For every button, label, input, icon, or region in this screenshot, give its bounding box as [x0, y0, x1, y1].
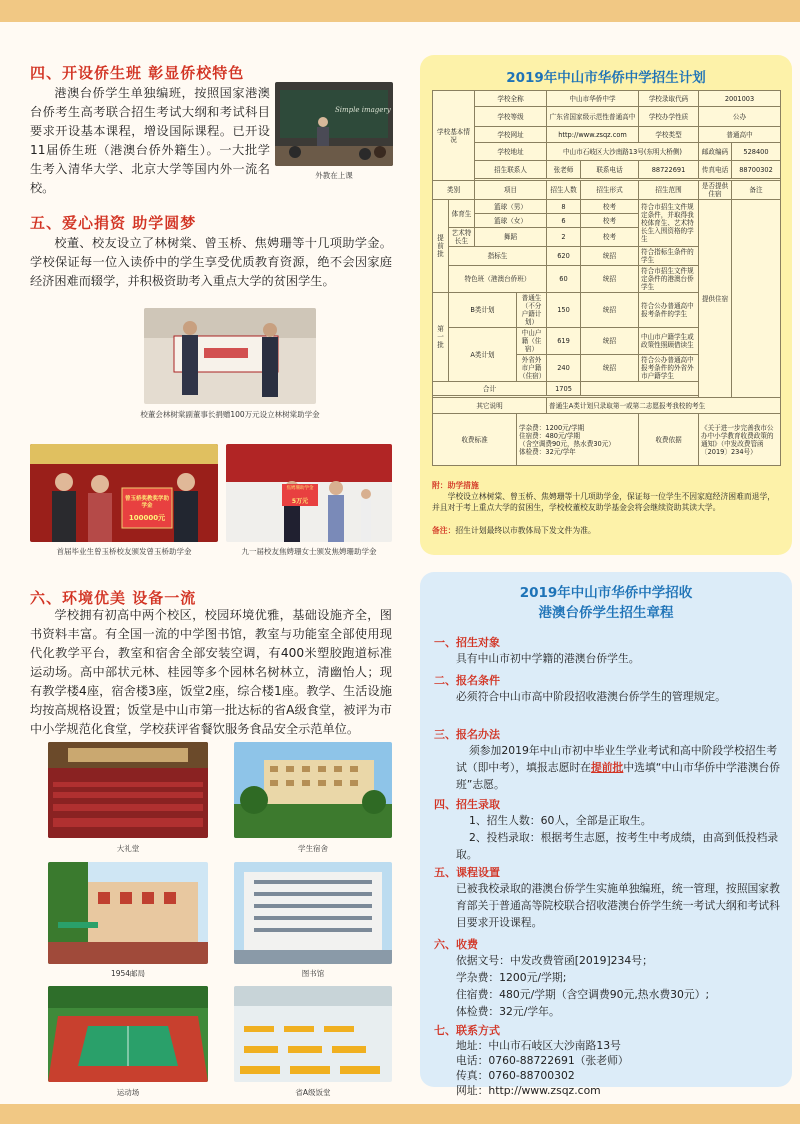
cell-value: 指标生	[449, 247, 547, 266]
remark-cell	[732, 200, 781, 398]
cell-value: 统招	[581, 293, 639, 328]
cell-value: 普通生（不分户籍计划）	[517, 293, 547, 328]
banner-jiao: 焦娉珊助学金	[286, 486, 314, 491]
cell-value: 6	[547, 214, 581, 228]
cell-value: 广东省国家级示范性普通高中	[547, 107, 639, 127]
basic-info-label: 学校基本情况	[433, 91, 475, 181]
cell-value: 校考	[581, 228, 639, 247]
cell-label: 学校全称	[475, 91, 547, 107]
cell-value: 篮球（女）	[475, 214, 547, 228]
rule-2-text	[456, 688, 782, 705]
cell-value: 符合公办普通高中报考条件的学生	[639, 293, 699, 328]
caption-post-office: 1954邮局	[110, 969, 146, 978]
fee-label: 收费标准	[433, 414, 517, 466]
header-cell: 招生形式	[581, 181, 639, 200]
total-value: 1705	[547, 382, 581, 396]
svg-text:Simple imagery: Simple imagery	[335, 106, 391, 114]
cell-value: 2001003	[699, 91, 781, 107]
fee-line: （含空调费90元，热水费30元）	[519, 439, 615, 448]
header-cell: 是否提供住宿	[699, 181, 732, 200]
cell-value: 篮球（男）	[475, 200, 547, 214]
cell-value: 校考	[581, 200, 639, 214]
cell-value: 150	[547, 293, 581, 328]
banner-zeng-amount: 100000元	[128, 514, 166, 522]
caption-donation-lin: 校董会林树棠副董事长捐赠100万元设立林树棠助学金	[140, 410, 320, 419]
cell-label: 传真电话	[699, 161, 732, 179]
photo-auditorium	[48, 742, 208, 838]
rule-6-line: 住宿费：480元/学期（含空调费90元,热水费30元）;	[456, 988, 710, 1001]
rule-6-line: 学杂费：1200元/学期;	[456, 971, 567, 984]
cell-label: 学校网址	[475, 127, 547, 143]
section-6-body	[30, 606, 392, 739]
header-cell: 项目	[475, 181, 547, 200]
fee-lines	[517, 414, 639, 466]
fee-line: 住宿费：480元/学期	[519, 431, 580, 440]
fee-basis-label: 收费依据	[639, 414, 699, 466]
bottom-bar	[0, 1104, 800, 1124]
photo-canteen	[234, 986, 392, 1082]
cell-value: 符合指标生条件的学生	[639, 247, 699, 266]
contact-website: 网址：http://www.zsqz.com	[456, 1084, 601, 1097]
fee-line: 学杂费：1200元/学期	[519, 423, 585, 432]
section-6-text: 学校拥有初高中两个校区，校园环境优雅，基础设施齐全，图书资料丰富。有全国一流的中学图书馆，教室与功能室全部使用现代化教学平台，教室和宿舍全部安装空调，有400米塑胶跑道标准运动场。高中部状元林、桂园等多个园林名树林立，清幽怡人；现有教学楼4座，宿舍楼3座，饭堂2座，综合楼1座。教学、生活设施均按高规格设置；饭堂是中山市第一批达标的省A级食堂，被评为市中小学规范化食堂，学校获评省餐饮服务食品安全示范单位。	[30, 608, 392, 736]
rule-2-para: 必须符合中山市高中阶段招收港澳台侨学生的管理规定。	[456, 690, 726, 703]
batch-first: 第一批	[433, 293, 449, 382]
remark-row	[432, 525, 780, 536]
cell-value: 外省外市户籍（住宿）	[517, 355, 547, 382]
rule-3-heading: 三、报名办法	[434, 728, 500, 741]
top-bar	[0, 0, 800, 22]
rule-7-heading: 七、联系方式	[434, 1024, 500, 1037]
photo-sports-ground	[48, 986, 208, 1082]
caption-library: 图书馆	[301, 969, 325, 978]
other-value: 普通生A类计划只录取第一或第二志愿报考我校的考生	[547, 398, 781, 414]
cell-value: 中山市石岐区大沙南路13号(东明大桥侧)	[547, 143, 699, 161]
note-text: 学校设立林树棠、曾玉桥、焦娉珊等十几项助学金，保证每一位学生不因家庭经济困难而退学，并且对于考上重点大学的贫困生，学校校董校友助学基金会将会继续资助其读大学。	[432, 492, 776, 512]
cell-value: 公办	[699, 107, 781, 127]
rule-4-para-b: 2、投档录取：根据考生志愿，按考生中考成绩，由高到低投档录取。	[456, 831, 779, 861]
cell-label: 学校类型	[639, 127, 699, 143]
cell-label: 学校地址	[475, 143, 547, 161]
rule-6-line: 体检费：32元/学年。	[456, 1005, 560, 1018]
photo-foreign-teacher	[275, 82, 393, 166]
cell-value: 中山户籍（住宿）	[517, 328, 547, 355]
cell-value: 中山市华侨中学	[547, 91, 639, 107]
fee-line: 体检费：32元/学年	[519, 447, 576, 456]
header-cell: 招生范围	[639, 181, 699, 200]
rule-5-heading: 五、课程设置	[434, 866, 500, 879]
photo-dormitory	[234, 742, 392, 838]
cell-value: 中山市户籍学生或政策性照顾借读生	[639, 328, 699, 355]
caption-canteen: 省A级饭堂	[295, 1088, 331, 1097]
caption-jiao: 九一届校友焦娉珊女士颁发焦娉珊助学金	[241, 547, 377, 556]
rule-3-text-b: 中选填“中山市华侨中学港澳台侨班”志愿。	[456, 761, 781, 791]
cell-value: 528400	[732, 143, 781, 161]
rule-2-heading: 二、报名条件	[434, 674, 500, 687]
section-6-title: 六、环境优美 设备一流	[30, 589, 197, 607]
rule-4-heading: 四、招生录取	[434, 798, 500, 811]
rule-3-highlight: 提前批	[590, 761, 624, 774]
cell-value: 统招	[581, 266, 639, 293]
cell-value: 统招	[581, 247, 639, 266]
rule-1-text	[456, 650, 782, 667]
cell-value: 619	[547, 328, 581, 355]
header-cell: 招生人数	[547, 181, 581, 200]
rule-6-text	[456, 952, 782, 1020]
cell-label: 邮政编码	[699, 143, 732, 161]
rule-1-heading: 一、招生对象	[434, 636, 500, 649]
section-5-body	[30, 234, 392, 291]
banner-jiao-amount: 5万元	[291, 498, 309, 505]
pe-label: 体育生	[449, 200, 475, 228]
rule-7-text	[456, 1038, 782, 1098]
art-label: 艺术特长生	[449, 228, 475, 247]
header-cell: 类别	[433, 181, 475, 200]
cell-label: 学校办学性质	[639, 107, 699, 127]
section-5-title: 五、爱心捐资 助学圆梦	[30, 214, 197, 232]
note-label: 附：助学措施	[432, 481, 479, 490]
b-plan-label: B类计划	[449, 293, 517, 328]
cell-value: 88700302	[732, 161, 781, 179]
caption-foreign-teacher: 外教在上课	[315, 171, 353, 180]
cell-value: 88722691	[639, 161, 699, 179]
total-label: 合计	[433, 382, 547, 396]
header-cell: 备注	[732, 181, 781, 200]
cell-value: 普通高中	[699, 127, 781, 143]
contact-fax: 传真：0760-88700302	[456, 1069, 575, 1082]
cell-value: 特色班（港澳台侨班）	[449, 266, 547, 293]
section-4-body	[30, 84, 270, 198]
cell-value: 舞蹈	[475, 228, 547, 247]
cell-label: 招生联系人	[475, 161, 547, 179]
rule-3-text	[456, 742, 782, 793]
batch-early: 提前批	[433, 200, 449, 293]
rule-4-para-a: 1、招生人数：60人，全部是正取生。	[468, 814, 652, 827]
cell-value: 8	[547, 200, 581, 214]
caption-zeng: 首届毕业生曾玉桥校友颁发曾玉桥助学金	[56, 547, 192, 556]
caption-auditorium: 大礼堂	[116, 844, 140, 853]
photo-donation-lin	[144, 308, 316, 404]
a-plan-label: A类计划	[449, 328, 517, 382]
rules-title-line2: 港澳台侨学生招生章程	[538, 605, 674, 621]
cell-label: 联系电话	[581, 161, 639, 179]
cell-label: 学校录取代码	[639, 91, 699, 107]
enrollment-plan-table	[432, 90, 781, 466]
rule-5-text	[456, 880, 782, 931]
photo-zeng-yuqiao	[30, 444, 218, 542]
section-4-title: 四、开设侨生班 彰显侨校特色	[30, 64, 245, 82]
enrollment-plan-title: 2019年中山市华侨中学招生计划	[506, 70, 706, 86]
other-label: 其它说明	[433, 398, 547, 414]
photo-jiao-pingshan	[226, 444, 392, 542]
contact-address: 地址：中山市石岐区大沙南路13号	[456, 1039, 621, 1052]
cell-value: 符合市招生文件规定条件的港澳台侨学生	[639, 266, 699, 293]
banner-zeng: 曾玉桥奖教奖学助学金	[124, 496, 169, 509]
boarding-cell: 提供住宿	[699, 200, 732, 398]
cell-value: 符合公办普通高中报考条件的外省外市户籍学生	[639, 355, 699, 382]
admission-rules-title	[420, 583, 792, 623]
cell-value: 统招	[581, 328, 639, 355]
rule-5-para: 已被我校录取的港澳台侨学生实施单独编班，统一管理，按照国家教育部关于普通高等院校联合招收港澳台侨学生统一考试大纲和考试科目要求开设课程。	[456, 882, 780, 929]
rules-title-line1: 2019年中山市华侨中学招收	[519, 585, 693, 601]
cell-value: 240	[547, 355, 581, 382]
cell-value: 2	[547, 228, 581, 247]
remark-text: 招生计划最终以市教体局下发文件为准。	[455, 526, 596, 535]
rule-3-text-a: 须参加2019年中山市初中毕业生学业考试和高中阶段学校招生考试（即中考），填报志愿时在	[456, 744, 778, 774]
rule-4-text	[456, 812, 782, 863]
cell-value: http://www.zsqz.com	[547, 127, 639, 143]
photo-post-office	[48, 862, 208, 964]
remark-label: 备注：	[432, 526, 456, 535]
cell-value: 620	[547, 247, 581, 266]
cell-value: 张老师	[547, 161, 581, 179]
section-5-text: 校董、校友设立了林树棠、曾玉桥、焦娉珊等十几项助学金。学校保证每一位入读侨中的学生享受优质教育资源，绝不会因家庭经济困难而辍学，并积极资助考入重点大学的贫困学生。	[30, 236, 392, 288]
cell-value: 符合市招生文件规定条件，并取得我校体育生、艺术特长生入围资格的学生	[639, 200, 699, 247]
photo-library	[234, 862, 392, 964]
fee-basis-value: 《关于进一步完善我市公办中小学教育收费政策的通知》（中发改费管函〔2019〕234号）	[699, 414, 781, 466]
rule-6-heading: 六、收费	[434, 938, 478, 951]
caption-sports-ground: 运动场	[116, 1088, 140, 1097]
cell-value: 统招	[581, 355, 639, 382]
rule-6-line: 依据文号：中发改费管函[2019]234号；	[456, 954, 653, 967]
section-4-text: 港澳台侨学生单独编班，按照国家港澳台侨考生高考联合招生考试大纲和考试科目要求开设基本课程，增设国际课程。已开设11届侨生班（港澳台侨外籍生）。一大批学生考入清华大学、北京大学等国内外一流名校。	[30, 86, 270, 195]
cell-label: 学校等级	[475, 107, 547, 127]
notes-box	[432, 480, 780, 536]
rule-1-para: 具有中山市初中学籍的港澳台侨学生。	[456, 652, 640, 665]
cell-value: 60	[547, 266, 581, 293]
caption-dormitory: 学生宿舍	[298, 844, 328, 853]
contact-phone: 电话：0760-88722691（张老师）	[456, 1054, 629, 1067]
cell-value: 校考	[581, 214, 639, 228]
empty-cell	[581, 382, 699, 396]
